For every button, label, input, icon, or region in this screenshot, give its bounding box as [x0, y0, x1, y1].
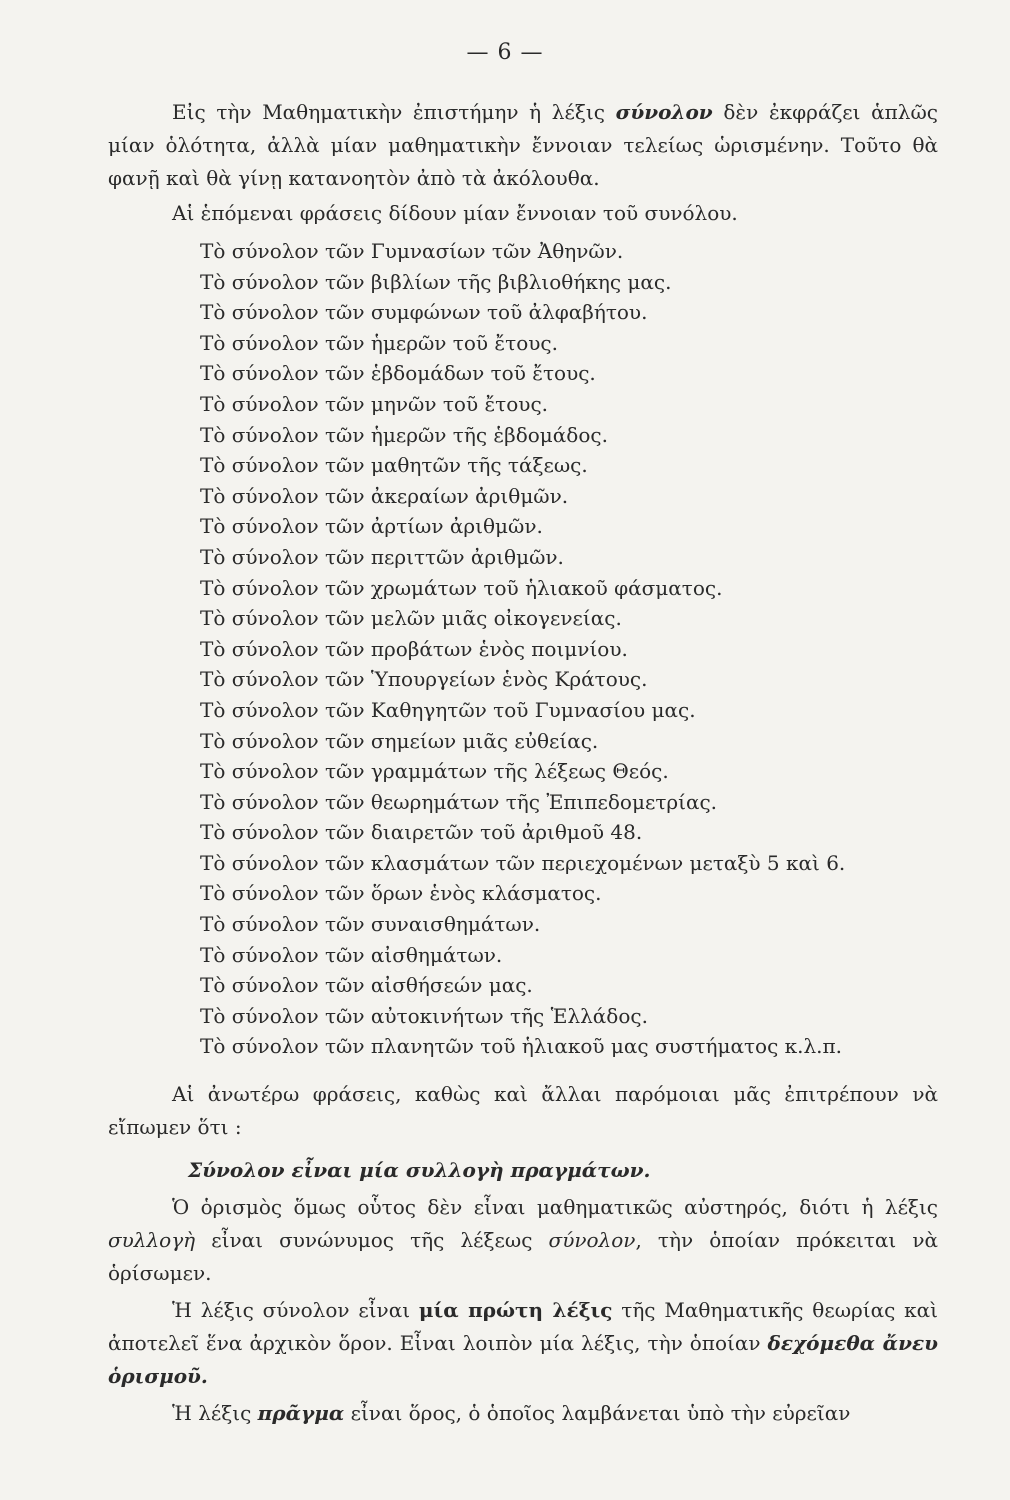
rigor-paragraph: Ὁ ὁρισμὸς ὅμως οὗτος δὲν εἶναι μαθηματικῶς αὐστηρός, διότι ἡ λέξις συλλογὴ εἶναι συνώνυμος τῆς λέξεως σύνολον, τὴν ὁποίαν πρόκειται νὰ ὁρίσωμεν. — [108, 1195, 938, 1285]
list-item: Τὸ σύνολον τῶν ἡμερῶν τοῦ ἔτους. — [200, 330, 558, 355]
term-synolon: σύνολον — [615, 100, 713, 124]
term-first-word: μία πρώτη λέξις — [418, 1298, 613, 1322]
list-item: Τὸ σύνολον τῶν χρωμάτων τοῦ ἡλιακοῦ φάσματος. — [200, 575, 723, 600]
term-syllogi: συλλογὴ — [108, 1228, 196, 1252]
list-item: Τὸ σύνολον τῶν συμφώνων τοῦ ἀλφαβήτου. — [200, 300, 648, 325]
list-item: Τὸ σύνολον τῶν αὐτοκινήτων τῆς Ἑλλάδος. — [200, 1003, 648, 1028]
list-item: Τὸ σύνολον τῶν σημείων μιᾶς εὐθείας. — [200, 728, 599, 753]
primitive-term-paragraph: Ἡ λέξις σύνολον εἶναι μία πρώτη λέξις τῆς Μαθηματικῆς θεωρίας καὶ ἀποτελεῖ ἕνα ἀρχικὸν ὅρον. Εἶναι λοιπὸν μία λέξις, τὴν ὁποίαν δεχόμεθα ἄνευ ὁρισμοῦ. — [108, 1298, 939, 1388]
list-item: Τὸ σύνολον τῶν μηνῶν τοῦ ἔτους. — [200, 391, 549, 416]
list-item: Τὸ σύνολον τῶν πλανητῶν τοῦ ἡλιακοῦ μας συστήματος κ.λ.π. — [200, 1034, 843, 1059]
conclusion-paragraph: Αἱ ἀνωτέρω φράσεις, καθὼς καὶ ἄλλαι παρόμοιαι μᾶς ἐπιτρέπουν νὰ εἴπωμεν ὅτι : — [108, 1082, 938, 1139]
intro-lead-paragraph: Αἱ ἑπόμεναι φράσεις δίδουν μίαν ἔννοιαν τοῦ συνόλου. — [172, 201, 738, 225]
thing-paragraph: Ἡ λέξις πρᾶγμα εἶναι ὅρος, ὁ ὁποῖος λαμβάνεται ὑπὸ τὴν εὐρεῖαν — [172, 1401, 851, 1425]
term-accepted-undefined: δεχόμεθα ἄνευ ὁρισμοῦ. — [108, 1331, 938, 1388]
list-item: Τὸ σύνολον τῶν συναισθημάτων. — [200, 912, 541, 937]
list-item: Τὸ σύνολον τῶν αἰσθήσεών μας. — [200, 973, 533, 998]
list-item: Τὸ σύνολον τῶν θεωρημάτων τῆς Ἐπιπεδομετρίας. — [200, 789, 718, 814]
examples-list — [200, 236, 960, 1062]
list-item: Τὸ σύνολον τῶν Ὑπουργείων ἑνὸς Κράτους. — [200, 667, 648, 692]
list-item: Τὸ σύνολον τῶν περιττῶν ἀριθμῶν. — [200, 544, 564, 569]
list-item: Τὸ σύνολον τῶν Γυμνασίων τῶν Ἀθηνῶν. — [200, 239, 624, 263]
conclusion-section — [108, 1078, 938, 1430]
list-item: Τὸ σύνολον τῶν προβάτων ἑνὸς ποιμνίου. — [200, 636, 628, 661]
intro-paragraph: Εἰς τὴν Μαθηματικὴν ἐπιστήμην ἡ λέξις σύνολον δὲν ἐκφράζει ἁπλῶς μίαν ὁλότητα, ἀλλὰ μίαν μαθηματικὴν ἔννοιαν τελείως ὡρισμένην. Τοῦτο θὰ φανῇ καὶ θὰ γίνῃ κατανοητὸν ἀπὸ τὰ ἀκόλουθα. — [108, 100, 938, 190]
page-number: — 6 — — [466, 40, 544, 65]
list-item: Τὸ σύνολον τῶν διαιρετῶν τοῦ ἀριθμοῦ 48. — [200, 820, 643, 845]
list-item: Τὸ σύνολον τῶν ἡμερῶν τῆς ἑβδομάδος. — [200, 422, 608, 447]
list-item: Τὸ σύνολον τῶν κλασμάτων τῶν περιεχομένων μεταξὺ 5 καὶ 6. — [200, 850, 846, 875]
list-item: Τὸ σύνολον τῶν ἀρτίων ἀριθμῶν. — [200, 514, 543, 539]
list-item: Τὸ σύνολον τῶν βιβλίων τῆς βιβλιοθήκης μας. — [200, 269, 672, 294]
list-item: Τὸ σύνολον τῶν γραμμάτων τῆς λέξεως Θεός. — [200, 759, 669, 784]
definition-statement: Σύνολον εἶναι μία συλλογὴ πραγμάτων. — [188, 1158, 651, 1182]
list-item: Τὸ σύνολον τῶν ἑβδομάδων τοῦ ἔτους. — [200, 361, 596, 386]
list-item: Τὸ σύνολον τῶν αἰσθημάτων. — [200, 942, 503, 967]
intro-section — [108, 96, 938, 230]
list-item: Τὸ σύνολον τῶν μελῶν μιᾶς οἰκογενείας. — [200, 606, 622, 631]
list-item: Τὸ σύνολον τῶν Καθηγητῶν τοῦ Γυμνασίου μας. — [200, 697, 696, 722]
list-item: Τὸ σύνολον τῶν μαθητῶν τῆς τάξεως. — [200, 453, 588, 478]
term-pragma: πρᾶγμα — [257, 1401, 345, 1425]
list-item: Τὸ σύνολον τῶν ὅρων ἑνὸς κλάσματος. — [200, 881, 602, 906]
list-item: Τὸ σύνολον τῶν ἀκεραίων ἀριθμῶν. — [200, 483, 569, 508]
term-synolon-2: σύνολον — [548, 1228, 636, 1252]
